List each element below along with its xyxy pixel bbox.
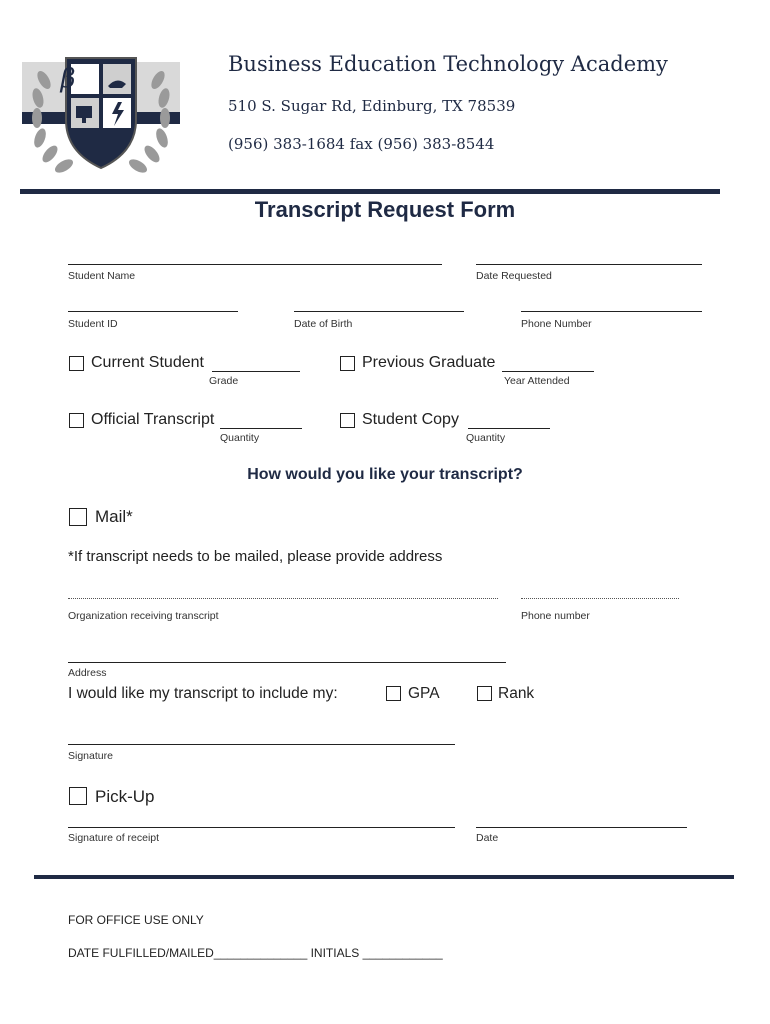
organization-label: Organization receiving transcript (68, 610, 219, 622)
student-copy-quantity-label: Quantity (466, 432, 506, 444)
official-quantity-label: Quantity (220, 432, 260, 444)
year-attended-field[interactable] (502, 371, 594, 372)
mail-phone-label: Phone number (521, 610, 590, 622)
year-attended-label: Year Attended (504, 375, 570, 387)
pickup-date-label: Date (476, 832, 499, 844)
official-transcript-checkbox[interactable] (69, 413, 84, 428)
student-name-field[interactable] (68, 264, 442, 265)
crest-beta-letter: β (60, 64, 76, 94)
include-prompt: I would like my transcript to include my: (68, 685, 338, 702)
school-crest-logo (22, 40, 180, 178)
address-label: Address (68, 667, 107, 679)
signature-label: Signature (68, 750, 113, 762)
phone-number-label: Phone Number (521, 318, 592, 330)
rank-label: Rank (498, 685, 535, 702)
pickup-checkbox[interactable] (69, 787, 87, 805)
mail-label: Mail* (95, 507, 133, 526)
form-title: Transcript Request Form (254, 197, 516, 222)
office-fulfilled-line: DATE FULFILLED/MAILED______________ INITIALS ____________ (68, 946, 443, 960)
mail-note: *If transcript needs to be mailed, please provide address (68, 548, 443, 565)
organization-field[interactable] (68, 598, 498, 599)
school-address: 510 S. Sugar Rd, Edinburg, TX 78539 (228, 97, 516, 115)
pickup-label: Pick-Up (95, 787, 155, 806)
signature-field[interactable] (68, 744, 455, 745)
date-requested-field[interactable] (476, 264, 702, 265)
student-copy-label: Student Copy (362, 411, 459, 428)
address-field[interactable] (68, 662, 506, 663)
official-transcript-label: Official Transcript (91, 411, 215, 428)
gpa-checkbox[interactable] (386, 686, 401, 701)
student-name-label: Student Name (68, 270, 136, 282)
student-id-field[interactable] (68, 311, 238, 312)
date-of-birth-label: Date of Birth (294, 318, 353, 330)
grade-field[interactable] (212, 371, 300, 372)
school-name: Business Education Technology Academy (228, 52, 668, 76)
current-student-checkbox[interactable] (69, 356, 84, 371)
rank-checkbox[interactable] (477, 686, 492, 701)
signature-of-receipt-field[interactable] (68, 827, 455, 828)
header-divider (20, 189, 720, 194)
office-divider (34, 875, 734, 879)
office-use-heading: FOR OFFICE USE ONLY (68, 913, 204, 927)
delivery-question: How would you like your transcript? (247, 466, 523, 483)
previous-graduate-checkbox[interactable] (340, 356, 355, 371)
previous-graduate-label: Previous Graduate (362, 354, 496, 371)
date-requested-label: Date Requested (476, 270, 552, 282)
mail-checkbox[interactable] (69, 508, 87, 526)
student-copy-quantity-field[interactable] (468, 428, 550, 429)
date-of-birth-field[interactable] (294, 311, 464, 312)
grade-label: Grade (209, 375, 239, 387)
mail-phone-field[interactable] (521, 598, 679, 599)
current-student-label: Current Student (91, 354, 204, 371)
official-quantity-field[interactable] (220, 428, 302, 429)
pickup-date-field[interactable] (476, 827, 687, 828)
signature-of-receipt-label: Signature of receipt (68, 832, 160, 844)
gpa-label: GPA (408, 685, 440, 702)
phone-number-field[interactable] (521, 311, 702, 312)
student-copy-checkbox[interactable] (340, 413, 355, 428)
school-phone: (956) 383-1684 fax (956) 383-8544 (228, 135, 495, 153)
student-id-label: Student ID (68, 318, 118, 330)
